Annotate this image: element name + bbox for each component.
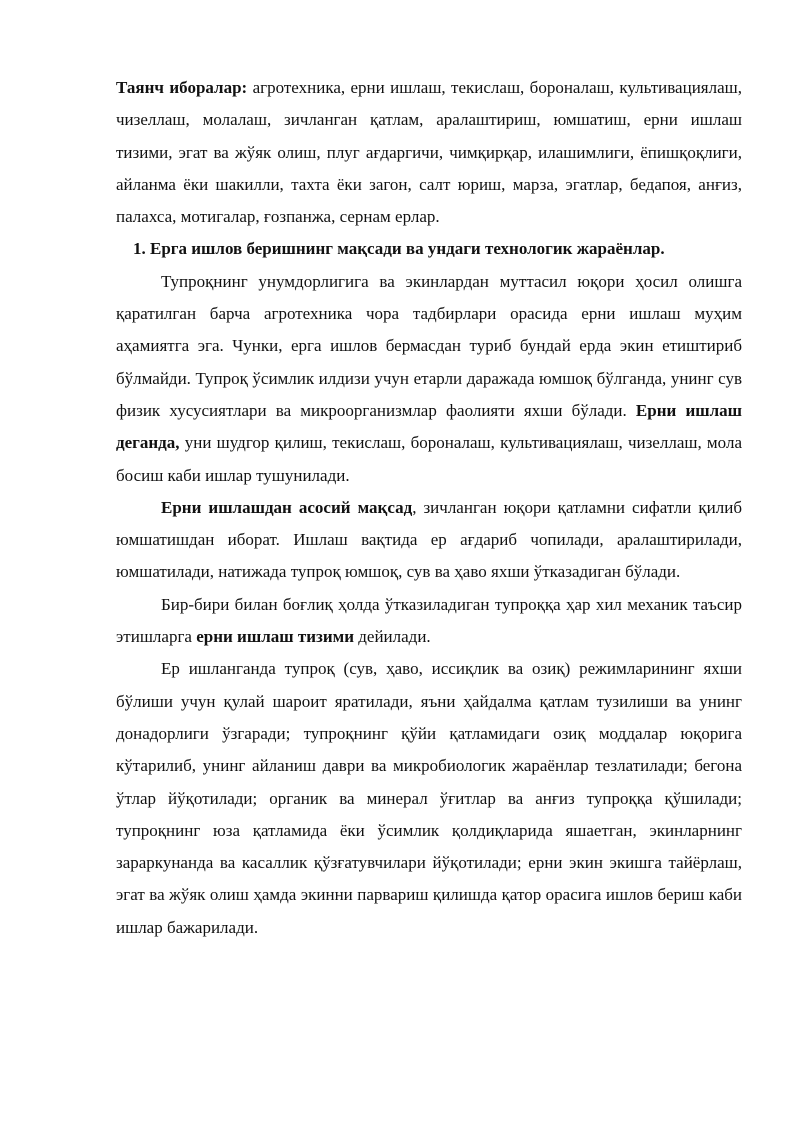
keywords-paragraph xyxy=(116,72,742,233)
paragraph-3-bold: ерни ишлаш тизими xyxy=(196,627,354,647)
paragraph-2-bold: Ерни ишлашдан асосий мақсад xyxy=(161,497,413,517)
paragraph-2-text: , зичланган юқори қатламни сифатли қилиб юмшатишдан иборат. Ишлаш вақтида ер ағдариб чопилади, аралаштирилади, юмшатилади, натижада тупроқ юмшоқ, сув ва ҳаво яхши ўтказадиган бўлади. xyxy=(116,497,743,582)
paragraph-3 xyxy=(116,589,742,654)
paragraph-1 xyxy=(116,266,742,492)
paragraph-2 xyxy=(116,492,742,589)
paragraph-1-text-b: уни шудгор қилиш, текислаш, бороналаш, культивациялаш, чизеллаш, мола босиш каби ишлар тушунилади. xyxy=(116,433,742,485)
paragraph-4: Ер ишланганда тупроқ (сув, ҳаво, иссиқлик ва озиқ) режимларининг яхши бўлиши учун қулай шароит яратилади, яъни ҳайдалма қатлам тузилиши ва унинг донадорлиги ўзгаради; тупроқнинг қўйи қатламидаги озиқ моддалар юқорига кўтарилиб, унинг айланиш даври ва микробиологик жараёнлар тезлатилади; бегона ўтлар йўқотилади; органик ва минерал ўғитлар ва анғиз тупроққа қўшилади; тупроқнинг юза қатламида ёки ўсимлик қолдиқларида яшаетган, экинларнинг зараркунанда ва касаллик қўзғатувчилари йўқотилади; ерни экин экишга тайёрлаш, эгат ва жўяк олиш ҳамда экинни парвариш қилишда қатор орасига ишлов бериш каби ишлар бажарилади. xyxy=(116,659,742,937)
paragraph-3-text-a: Бир-бири билан боғлиқ ҳолда ўтказиладиган тупроққа ҳар хил механик таъсир этишларга xyxy=(116,594,742,647)
keywords-text: агротехника, ерни ишлаш, текислаш, бороналаш, культивациялаш, чизеллаш, молалаш, зичланган қатлам, аралаштириш, юмшатиш, ерни ишлаш тизими, эгат ва жўяк олиш, плуг ағдаргичи, чимқирқар, илашимлиги, ёпишқоқлиги, айланма ёки шакилли, тахта ёки загон, салт юриш, марза, эгатлар, бедапоя, анғиз, палахса, мотигалар, ғозпанжа, сернам ерлар. xyxy=(116,78,742,227)
paragraph-3-text-b: дейилади. xyxy=(354,627,431,647)
keywords-label: Таянч иборалар: xyxy=(116,78,248,97)
section-heading: 1. Ерга ишлов беришнинг мақсади ва ундаги технологик жараёнлар. xyxy=(133,239,665,259)
document-page xyxy=(116,72,742,944)
paragraph-1-bold: Ерни ишлаш деганда, xyxy=(116,400,742,453)
paragraph-1-text-a: Тупроқнинг унумдорлигига ва экинлардан муттасил юқори ҳосил олишга қаратилган барча агротехника чора тадбирлари орасида ерни ишлаш муҳим аҳамиятга эга. Чунки, ерга ишлов бермасдан туриб бундай ерда экин етиштириб бўлмайди. Тупроқ ўсимлик илдизи учун етарли даражада юмшоқ бўлганда, унинг сув физик хусусиятлари ва микроорганизмлар фаолияти яхши бўлади. xyxy=(116,271,742,420)
